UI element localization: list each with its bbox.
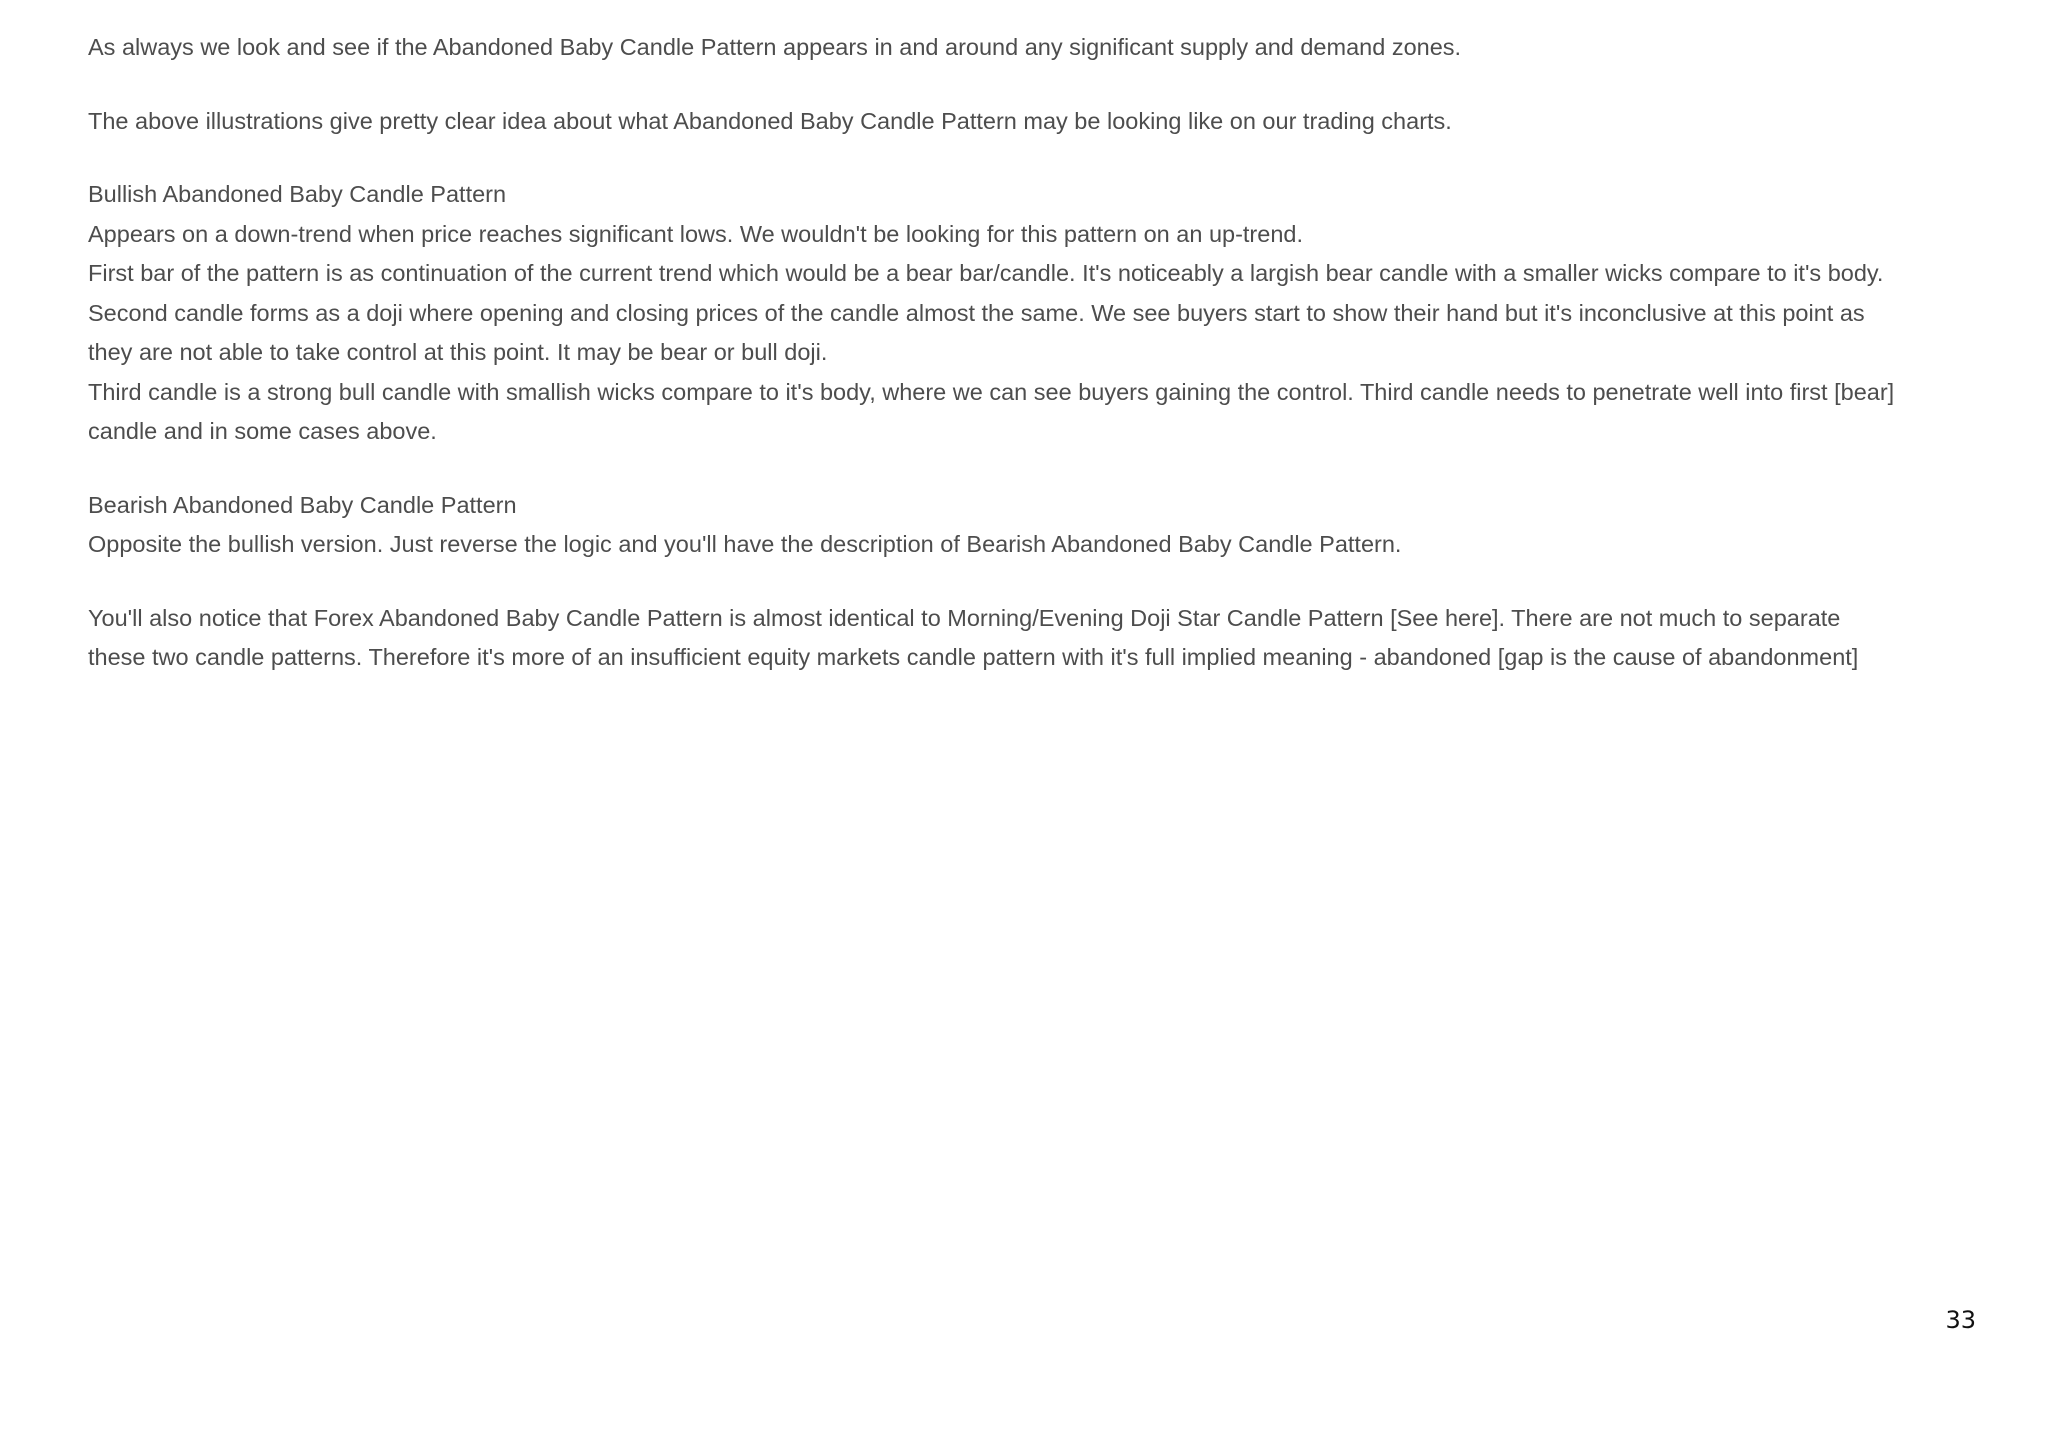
text-line: Third candle is a strong bull candle with smallish wicks compare to it's body, where we can see buyers gaining the control. Third candle needs to penetrate well into first [bear] bbox=[88, 378, 1895, 405]
text-line: You'll also notice that Forex Abandoned Baby Candle Pattern is almost identical to Morning/Evening Doji Star Candle Pattern [See here]. There are not much to separate bbox=[88, 604, 1841, 631]
text-line: Opposite the bullish version. Just reverse the logic and you'll have the description of Bearish Abandoned Baby Candle Pattern. bbox=[88, 531, 1402, 557]
text-line: As always we look and see if the Abandoned Baby Candle Pattern appears in and around any significant supply and demand zones. bbox=[88, 34, 1462, 60]
paragraph-intro bbox=[88, 28, 1988, 68]
text-line: they are not able to take control at this point. It may be bear or bull doji. bbox=[88, 339, 828, 365]
section-heading-bullish: Bullish Abandoned Baby Candle Pattern bbox=[88, 181, 507, 207]
paragraph-illustrations bbox=[88, 102, 1988, 142]
text-line: Second candle forms as a doji where opening and closing prices of the candle almost the same. We see buyers start to show their hand but it's inconclusive at this point as bbox=[88, 299, 1865, 326]
text-line: The above illustrations give pretty clear idea about what Abandoned Baby Candle Pattern may be looking like on our trading charts. bbox=[88, 107, 1452, 134]
text-line: First bar of the pattern is as continuation of the current trend which would be a bear bar/candle. It's noticeably a largish bear candle with a smaller wicks compare to it's body. bbox=[88, 260, 1884, 286]
text-line: Appears on a down-trend when price reaches significant lows. We wouldn't be looking for this pattern on an up-trend. bbox=[88, 220, 1304, 247]
paragraph-bullish-pattern bbox=[88, 175, 1988, 452]
section-heading-bearish: Bearish Abandoned Baby Candle Pattern bbox=[88, 491, 517, 518]
text-line: these two candle patterns. Therefore it's more of an insufficient equity markets candle pattern with it's full implied meaning - abandoned [gap is the cause of abandonment] bbox=[88, 644, 1859, 670]
paragraph-bearish-pattern bbox=[88, 486, 1988, 565]
page-number: 33 bbox=[1945, 1306, 1976, 1334]
page-content bbox=[88, 28, 1988, 712]
paragraph-comparison bbox=[88, 599, 1988, 678]
text-line: candle and in some cases above. bbox=[88, 418, 437, 444]
